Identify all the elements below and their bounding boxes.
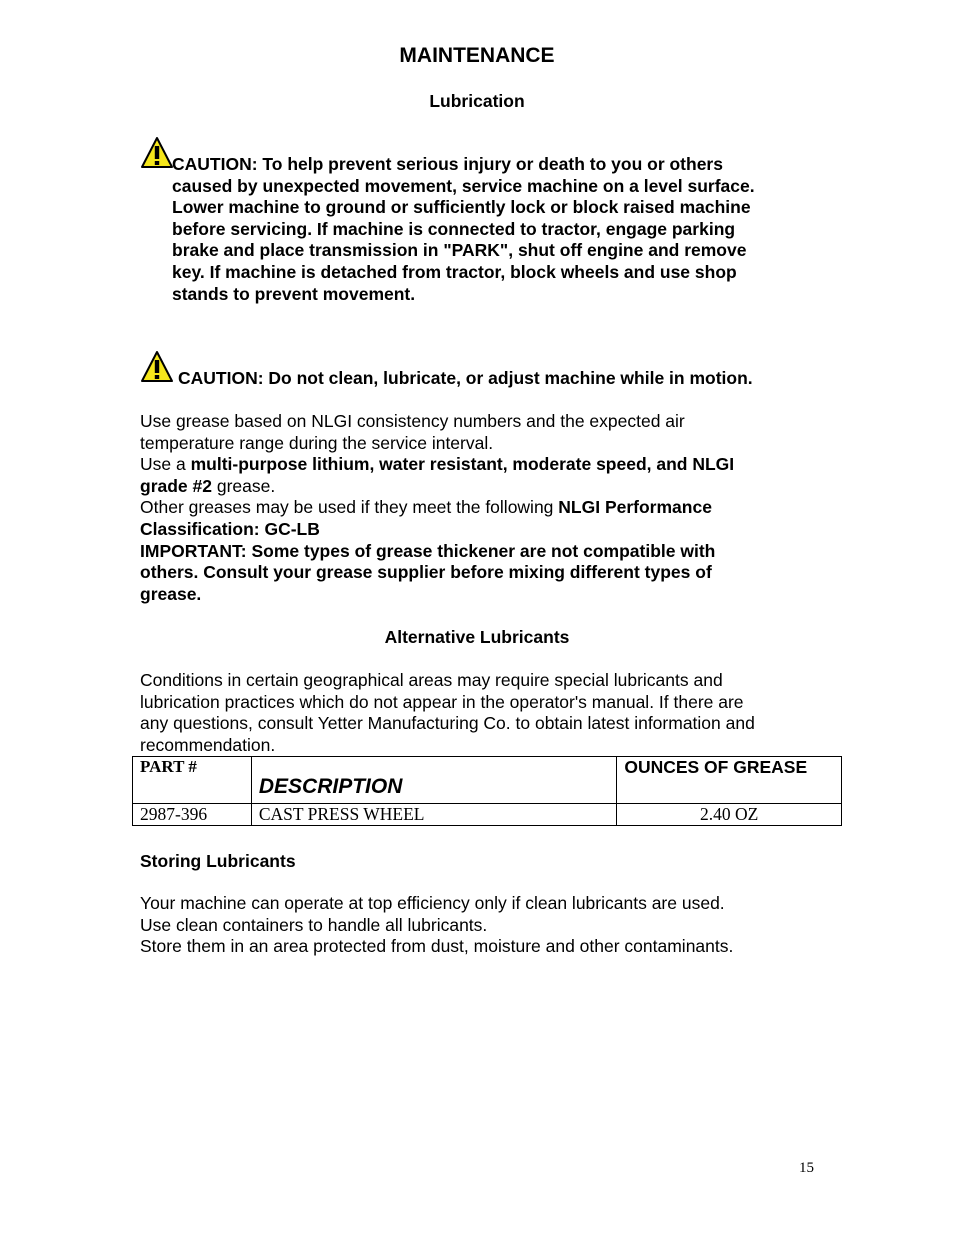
alternative-lubricants-text — [140, 670, 840, 756]
lubricant-table — [132, 756, 842, 826]
storing-lubricants-heading: Storing Lubricants — [140, 851, 296, 871]
text-line: Use clean containers to handle all lubricants. — [140, 914, 488, 935]
text-line: any questions, consult Yetter Manufacturing Co. to obtain latest information and — [140, 713, 755, 734]
text-segment-bold: IMPORTANT: Some types of grease thickener are not compatible with — [140, 540, 716, 561]
text-segment-bold: others. Consult your grease supplier before mixing different types of — [140, 562, 712, 583]
grease-other — [140, 497, 840, 519]
important-note-line — [140, 541, 840, 563]
important-note-line — [140, 562, 840, 584]
alternative-lubricants-heading: Alternative Lubricants — [384, 627, 570, 647]
text-segment-bold: NLGI Performance — [558, 497, 712, 518]
grease-text-line: temperature range during the service interval. — [140, 432, 494, 453]
text-segment-bold: grade #2 — [140, 475, 212, 496]
text-line: recommendation. — [140, 734, 276, 755]
section-subtitle: Lubrication — [429, 91, 525, 111]
text-line: lubrication practices which do not appear in the operator's manual. If there are — [140, 691, 744, 712]
text-segment: Use a — [140, 454, 191, 475]
grease-classification — [140, 519, 840, 541]
caution-warning-icon — [140, 136, 174, 168]
caution-line: CAUTION: To help prevent serious injury or death to you or others — [172, 154, 723, 174]
header-part: PART # — [133, 757, 252, 804]
table-row — [133, 804, 842, 826]
grease-recommendation-cont — [140, 476, 840, 498]
caution-warning-icon — [140, 350, 174, 382]
caution-line: Lower machine to ground or sufficiently lock or block raised machine — [172, 197, 751, 218]
page-title: MAINTENANCE — [399, 44, 555, 67]
grease-recommendation — [140, 454, 840, 476]
text-line: Conditions in certain geographical areas may require special lubricants and — [140, 670, 723, 690]
cell-ounces: 2.40 OZ — [617, 804, 842, 826]
cell-description: CAST PRESS WHEEL — [251, 804, 616, 826]
caution-line: caused by unexpected movement, service machine on a level surface. — [172, 175, 755, 196]
text-segment: grease. — [211, 475, 276, 496]
storing-lubricants-text — [140, 893, 840, 958]
caution-injury-block — [172, 154, 872, 305]
header-description: DESCRIPTION — [251, 757, 616, 804]
cell-part: 2987-396 — [133, 804, 252, 826]
caution-line: CAUTION: Do not clean, lubricate, or adjust machine while in motion. — [178, 368, 753, 388]
caution-line: brake and place transmission in "PARK", shut off engine and remove — [172, 240, 747, 261]
page-number: 15 — [799, 1160, 814, 1176]
text-segment-bold: multi-purpose lithium, water resistant, moderate speed, and NLGI — [190, 454, 735, 475]
text-line: Store them in an area protected from dust, moisture and other contaminants. — [140, 936, 734, 957]
text-segment-bold: grease. — [140, 583, 202, 604]
grease-text-line: Use grease based on NLGI consistency numbers and the expected air — [140, 411, 685, 431]
text-segment-bold: Classification: GC-LB — [140, 518, 320, 539]
important-note-line — [140, 584, 840, 606]
text-segment: Other greases may be used if they meet the following — [140, 497, 559, 518]
header-ounces: OUNCES OF GREASE — [617, 757, 842, 804]
caution-line: key. If machine is detached from tractor, block wheels and use shop — [172, 261, 737, 282]
caution-line: before servicing. If machine is connected to tractor, engage parking — [172, 218, 736, 239]
caution-line: stands to prevent movement. — [172, 283, 416, 304]
table-header-row — [133, 757, 842, 804]
text-line: Your machine can operate at top efficiency only if clean lubricants are used. — [140, 893, 725, 913]
grease-guidance — [140, 411, 840, 605]
caution-motion-block — [178, 368, 858, 390]
